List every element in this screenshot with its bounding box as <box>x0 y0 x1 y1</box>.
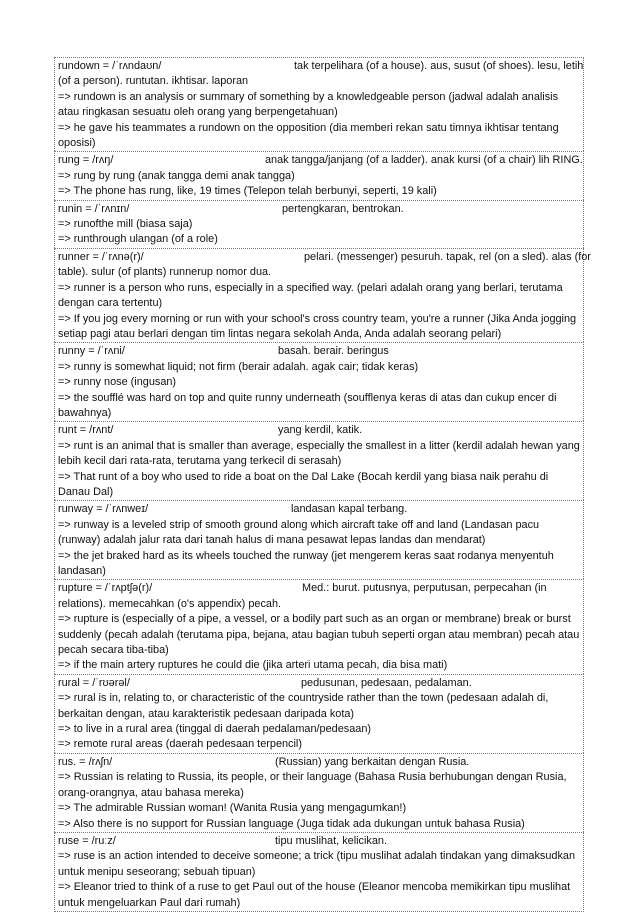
entry-line: => The admirable Russian woman! (Wanita Rusia yang mengagumkan!) <box>58 802 407 815</box>
short-definition: Med.: burut. putusnya, perputusan, perpecahan (in <box>302 582 547 595</box>
entry-header <box>58 344 580 359</box>
short-definition: tipu muslihat, kelicikan. <box>275 834 387 847</box>
entry-header <box>58 502 580 517</box>
entry-line: => Also there is no support for Russian language (Juga tidak ada dukungan untuk bahasa Rusia) <box>58 817 525 830</box>
entry-header <box>58 755 580 770</box>
entry-line: => rural is in, relating to, or characteristic of the countryside rather than the town (pedesaan adalah di, berkaitan dengan, atau karakteristik pedesaan daripada kota) <box>58 692 549 720</box>
short-definition: landasan kapal terbang. <box>291 503 408 516</box>
short-definition: anak tangga/janjang (of a ladder). anak kursi (of a chair) lih RING. <box>265 154 583 167</box>
short-definition: pelari. (messenger) pesuruh. tapak, rel (on a sled). alas (for <box>304 250 591 263</box>
entry-header <box>58 202 580 217</box>
entry-header <box>58 153 583 168</box>
short-definition: tak terpelihara (of a house). aus, susut (of shoes). lesu, letih <box>294 60 584 72</box>
headword: runny = /ˈrʌni/ <box>58 345 125 358</box>
entry-line: => ruse is an action intended to deceive someone; a trick (tipu muslihat adalah tindakan yang dimaksudkan untuk menipu seseorang; sebuah tipuan) <box>58 850 576 878</box>
headword: rupture = /ˈrʌptʃə(r)/ <box>58 582 153 595</box>
headword: rural = /ˈrʊərəl/ <box>58 676 130 689</box>
entry-header <box>58 250 591 265</box>
headword: rus. = /rʌʃn/ <box>58 755 113 768</box>
entry-header <box>58 676 580 691</box>
entry-line: table). sulur (of plants) runnerup nomor dua. <box>58 266 272 279</box>
entry-header <box>58 423 580 438</box>
entry-line: => if the main artery ruptures he could die (jika arteri utama pecah, dia bisa mati) <box>58 659 448 672</box>
entry-line: => the soufflé was hard on top and quite runny underneath (soufflenya keras di atas dan cukup encer di bawahnya) <box>58 391 557 419</box>
entry-line: => the jet braked hard as its wheels touched the runway (jet mengerem keras saat rodanya menyentuh landasan) <box>58 549 554 577</box>
entry-ruse <box>54 832 584 912</box>
entry-header <box>58 581 580 596</box>
entry-line: => remote rural areas (daerah pedesaan terpencil) <box>58 738 302 751</box>
headword: runt = /rʌnt/ <box>58 424 114 437</box>
entry-line: => That runt of a boy who used to ride a boat on the Dal Lake (Bocah kerdil yang biasa naik perahu di Danau Dal) <box>58 470 549 498</box>
short-definition: yang kerdil, katik. <box>278 424 363 437</box>
entry-line: => Russian is relating to Russia, its people, or their language (Bahasa Rusia berhubungan dengan Rusia, orang-orangnya, atau bahasa mereka) <box>58 771 567 799</box>
short-definition: basah. berair. beringus <box>278 345 389 358</box>
entry-runt <box>54 421 584 500</box>
entry-header <box>58 834 580 849</box>
entry-runner <box>54 248 591 342</box>
entry-rupture <box>54 579 584 673</box>
entry-line: => runny is somewhat liquid; not firm (berair adalah. agak cair; tidak keras) <box>58 360 419 373</box>
entry-rung <box>54 151 584 199</box>
short-definition: pedusunan, pedesaan, pedalaman. <box>301 676 472 689</box>
entry-line: => runway is a leveled strip of smooth ground along which aircraft take off and land (Landasan pacu (runway) adalah jalur rata dari tanah halus di mana pesawat lepas landas dan mendarat) <box>58 518 540 547</box>
entry-rural <box>54 674 584 753</box>
entry-header <box>58 59 584 74</box>
dictionary-page <box>54 57 591 912</box>
entry-line: => runthrough ulangan (of a role) <box>58 233 218 246</box>
headword: runner = /ˈrʌnə(r)/ <box>58 250 144 263</box>
entry-line: => rupture is (especially of a pipe, a vessel, or a bodily part such as an organ or membrane) break or burst suddenly (pecah adalah (terutama pipa, bejana, atau bagian tubuh seperti organ atau membran) pecah atau pecah secara tiba-tiba) <box>58 613 580 657</box>
entry-runin <box>54 200 584 248</box>
entry-rundown <box>54 57 584 151</box>
entry-line: => he gave his teammates a rundown on the opposition (dia memberi rekan satu timnya ikhtisar tentang oposisi) <box>58 121 559 150</box>
entry-line: => Eleanor tried to think of a ruse to get Paul out of the house (Eleanor mencoba memikirkan tipu muslihat untuk mengeluarkan Paul dari rumah) <box>58 881 571 909</box>
entry-line: => If you jog every morning or run with your school's cross country team, you're a runner (Jika Anda jogging setiap pagi atau berlari dengan tim lintas negara sekolah Anda, Anda adalah seorang pelari) <box>58 312 577 340</box>
entry-line: => rung by rung (anak tangga demi anak tangga) <box>58 169 295 182</box>
entry-line: => runny nose (ingusan) <box>58 376 177 389</box>
entry-line: => runner is a person who runs, especially in a specified way. (pelari adalah orang yang berlari, terutama dengan cara tertentu) <box>58 281 563 310</box>
entry-line: (of a person). runtutan. ikhtisar. laporan <box>58 75 249 88</box>
entry-runny <box>54 342 584 421</box>
entry-runway <box>54 500 584 579</box>
short-definition: pertengkaran, bentrokan. <box>282 202 404 215</box>
headword: runin = /ˈrʌnɪn/ <box>58 202 130 215</box>
short-definition: (Russian) yang berkaitan dengan Rusia. <box>275 755 470 768</box>
headword: ruse = /ruːz/ <box>58 834 116 847</box>
headword: rundown = /ˈrʌndaʊn/ <box>58 60 162 72</box>
headword: rung = /rʌŋ/ <box>58 154 114 167</box>
entry-line: => rundown is an analysis or summary of something by a knowledgeable person (jadwal adalah analisis atau ringkasan sesuatu oleh orang yang berpengetahuan) <box>58 90 559 119</box>
headword: runway = /ˈrʌnweɪ/ <box>58 503 149 516</box>
entry-line: => to live in a rural area (tinggal di daerah pedalaman/pedesaan) <box>58 723 372 736</box>
entry-rus <box>54 753 584 832</box>
entry-line: => runt is an animal that is smaller than average, especially the smallest in a litter (kerdil adalah hewan yang lebih kecil dari rata-rata, terutama yang terkecil di serasah) <box>58 439 580 468</box>
entry-line: relations). memecahkan (o's appendix) pecah. <box>58 597 282 610</box>
entry-line: => The phone has rung, like, 19 times (Telepon telah berbunyi, seperti, 19 kali) <box>58 185 437 198</box>
entry-line: => runofthe mill (biasa saja) <box>58 218 193 231</box>
